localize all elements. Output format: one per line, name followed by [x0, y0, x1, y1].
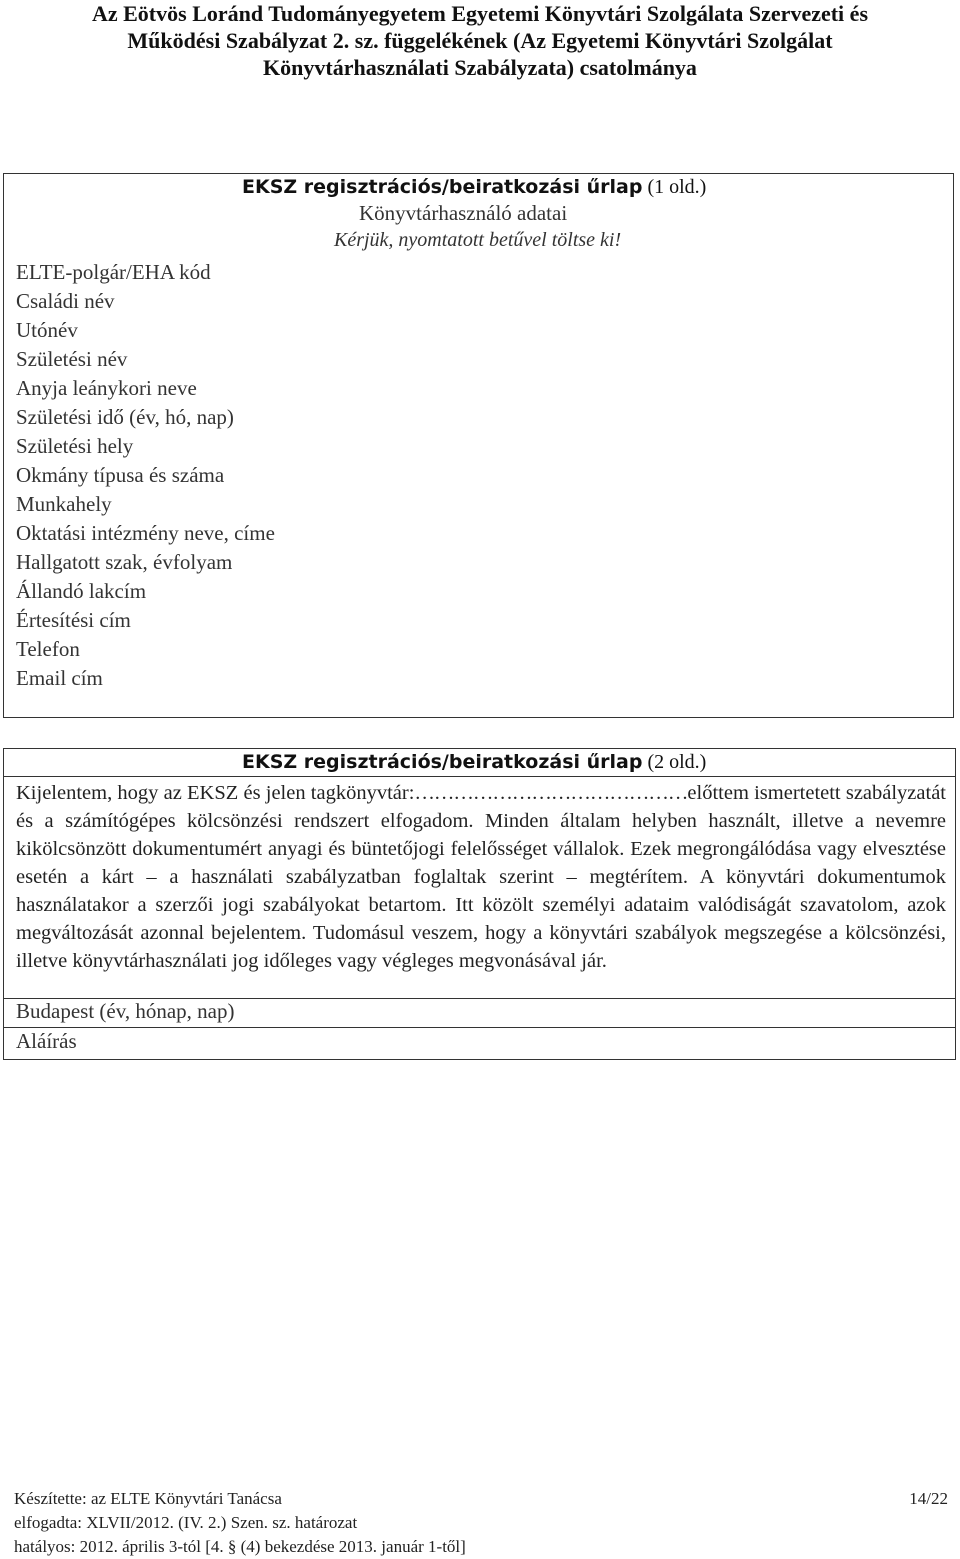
header-line-3: Könyvtárhasználati Szabályzata) csatolmánya	[263, 55, 697, 80]
field-label-workplace: Munkahely	[16, 492, 112, 516]
form2-title-text: EKSZ regisztrációs/beiratkozási űrlap	[242, 751, 643, 773]
field-label-birth-place: Születési hely	[16, 434, 134, 458]
form1-title	[242, 176, 706, 199]
library-name-blank: ……………………………………	[414, 782, 688, 804]
field-label-elte-code: ELTE-polgár/EHA kód	[16, 260, 211, 284]
declaration-start: Kijelentem, hogy az EKSZ és jelen tagkönyvtár:	[16, 782, 415, 804]
field-label-permanent-address: Állandó lakcím	[16, 579, 147, 603]
field-label-institution: Oktatási intézmény neve, címe	[16, 521, 275, 545]
field-label-phone: Telefon	[16, 637, 80, 661]
place-date-label: Budapest (év, hónap, nap)	[16, 999, 235, 1023]
header-line-1: Az Eötvös Loránd Tudományegyetem Egyetemi Könyvtári Szolgálata Szervezeti és	[91, 1, 868, 26]
header-line-2: Működési Szabályzat 2. sz. függelékének (Az Egyetemi Könyvtári Szolgálat	[127, 28, 833, 53]
footer-effective-date: hatályos: 2012. április 3-tól [4. § (4) bekezdése 2013. január 1-től]	[14, 1537, 466, 1556]
field-label-email: Email cím	[16, 666, 103, 690]
form2-divider-signature	[4, 1027, 955, 1028]
form1-instruction-note: Kérjük, nyomtatott betűvel töltse ki!	[334, 229, 622, 251]
field-label-family-name: Családi név	[16, 289, 115, 313]
field-label-mothers-maiden-name: Anyja leánykori neve	[16, 376, 197, 400]
field-label-birth-date: Születési idő (év, hó, nap)	[16, 405, 234, 429]
footer-author: Készítette: az ELTE Könyvtári Tanácsa	[14, 1489, 282, 1508]
page-number: 14/22	[909, 1489, 948, 1508]
declaration-body: előttem ismertetett szabályzatát és a számítógépes kölcsönzési rendszert elfogadom. Minden általam helyben használt, illetve a nevemre kikölcsönzött dokumentumért anyagi és büntetőjogi felelősséget vállalok. Ezek megrongálódása vagy elvesztése esetén a kárt – a használati szabályzatban foglaltak szerint – megtérítem. A könyvtári dokumentumok használatakor a szerzői jogi szabályokat betartom. Itt közölt személyi adataim valódiságát szavatolom, azok megváltozását azonnal bejelentem. Tudomásul veszem, hogy a könyvtári szabályok megszegése a kölcsönzési, illetve könyvtárhasználati jog időleges vagy végleges megvonásával jár.	[16, 782, 946, 972]
form2-page-marker: (2 old.)	[642, 751, 707, 773]
registration-form-page-2	[3, 748, 956, 1060]
field-label-given-name: Utónév	[16, 318, 78, 342]
signature-label: Aláírás	[16, 1029, 77, 1053]
form1-title-text: EKSZ regisztrációs/beiratkozási űrlap	[242, 176, 643, 198]
field-label-birth-name: Születési név	[16, 347, 128, 371]
document-footer	[14, 1487, 954, 1559]
form1-field-list	[16, 258, 275, 693]
document-header	[0, 0, 960, 81]
registration-form-page-1	[3, 173, 954, 718]
form1-subtitle: Könyvtárhasználó adatai	[359, 201, 568, 225]
footer-adoption: elfogadta: XLVII/2012. (IV. 2.) Szen. sz. határozat	[14, 1513, 358, 1532]
field-label-major-year: Hallgatott szak, évfolyam	[16, 550, 233, 574]
form2-title	[242, 751, 706, 774]
field-label-document-type-number: Okmány típusa és száma	[16, 463, 225, 487]
form2-divider-top	[4, 776, 955, 777]
declaration-paragraph	[16, 779, 946, 975]
form1-page-marker: (1 old.)	[642, 176, 707, 198]
field-label-mailing-address: Értesítési cím	[16, 608, 131, 632]
